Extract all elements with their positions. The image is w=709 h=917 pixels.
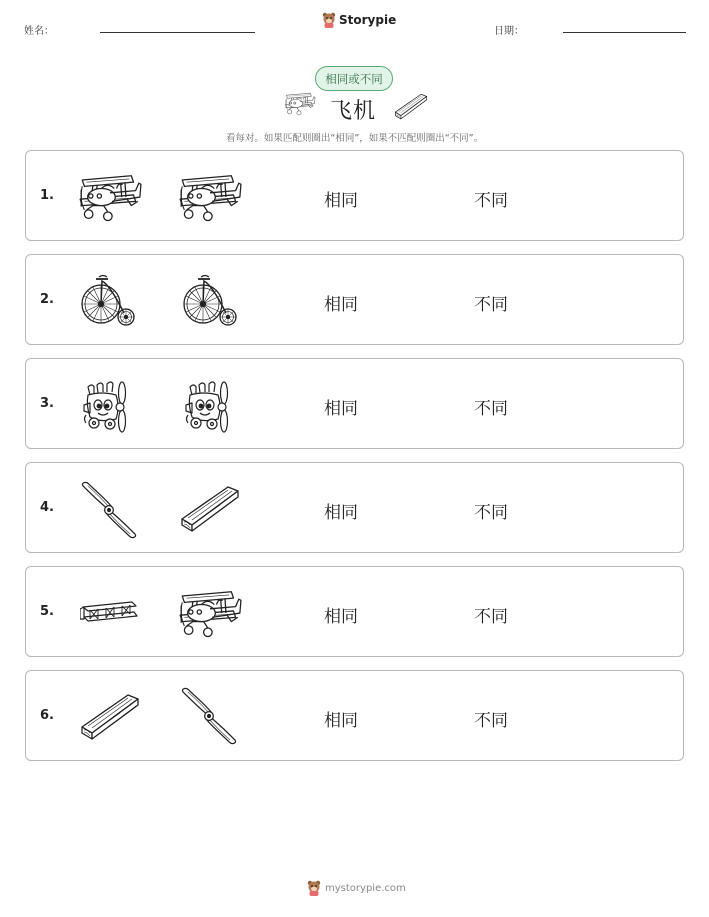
- date-label: 日期：: [494, 26, 524, 37]
- instructions: 看每对。如果匹配则圈出“相同”，如果不匹配则圈出“不同”。: [225, 133, 484, 144]
- biplane-icon: [78, 167, 142, 225]
- penny-farthing-bicycle-icon: [182, 273, 238, 329]
- question-number: 3.: [40, 396, 54, 411]
- question-card: [25, 150, 684, 241]
- penny-farthing-bicycle-icon: [80, 273, 136, 329]
- different-option[interactable]: 不同: [474, 607, 508, 627]
- same-option[interactable]: 相同: [324, 503, 358, 523]
- question-card: [25, 254, 684, 345]
- brand-logo: [322, 12, 396, 28]
- cartoon-plane-icon: [82, 377, 134, 433]
- question-number: 5.: [40, 604, 54, 619]
- different-option[interactable]: 不同: [474, 399, 508, 419]
- cartoon-plane-icon: [184, 377, 236, 433]
- worksheet-header: [0, 0, 709, 50]
- same-option[interactable]: 相同: [324, 607, 358, 627]
- question-card: [25, 462, 684, 553]
- question-card: [25, 566, 684, 657]
- wooden-plank-icon: [80, 691, 140, 741]
- question-number: 2.: [40, 292, 54, 307]
- question-number: 4.: [40, 500, 54, 515]
- different-option[interactable]: 不同: [474, 503, 508, 523]
- wooden-plank-icon: [393, 92, 429, 120]
- different-option[interactable]: 不同: [474, 191, 508, 211]
- question-number: 1.: [40, 188, 54, 203]
- brand-name: Storypie: [339, 13, 397, 27]
- footer: [307, 880, 406, 896]
- same-option[interactable]: 相同: [324, 191, 358, 211]
- footer-site-link[interactable]: mystorypie.com: [325, 882, 406, 894]
- bear-mascot-icon: [307, 880, 321, 896]
- question-card: [25, 670, 684, 761]
- worksheet-type-badge: 相同或不同: [315, 66, 393, 91]
- date-field-line[interactable]: [563, 32, 686, 33]
- name-field-line[interactable]: [100, 32, 255, 33]
- worksheet-title: 飞机: [330, 99, 377, 124]
- wooden-plank-icon: [180, 483, 240, 533]
- biplane-icon: [178, 167, 242, 225]
- different-option[interactable]: 不同: [474, 711, 508, 731]
- propeller-icon: [80, 481, 138, 539]
- same-option[interactable]: 相同: [324, 711, 358, 731]
- name-label: 姓名：: [24, 26, 54, 37]
- same-option[interactable]: 相同: [324, 399, 358, 419]
- question-card: [25, 358, 684, 449]
- glider-icon: [80, 597, 140, 627]
- different-option[interactable]: 不同: [474, 295, 508, 315]
- question-number: 6.: [40, 708, 54, 723]
- propeller-icon: [180, 687, 238, 745]
- same-option[interactable]: 相同: [324, 295, 358, 315]
- biplane-icon: [178, 583, 242, 641]
- bear-mascot-icon: [322, 12, 336, 28]
- biplane-icon: [283, 89, 317, 117]
